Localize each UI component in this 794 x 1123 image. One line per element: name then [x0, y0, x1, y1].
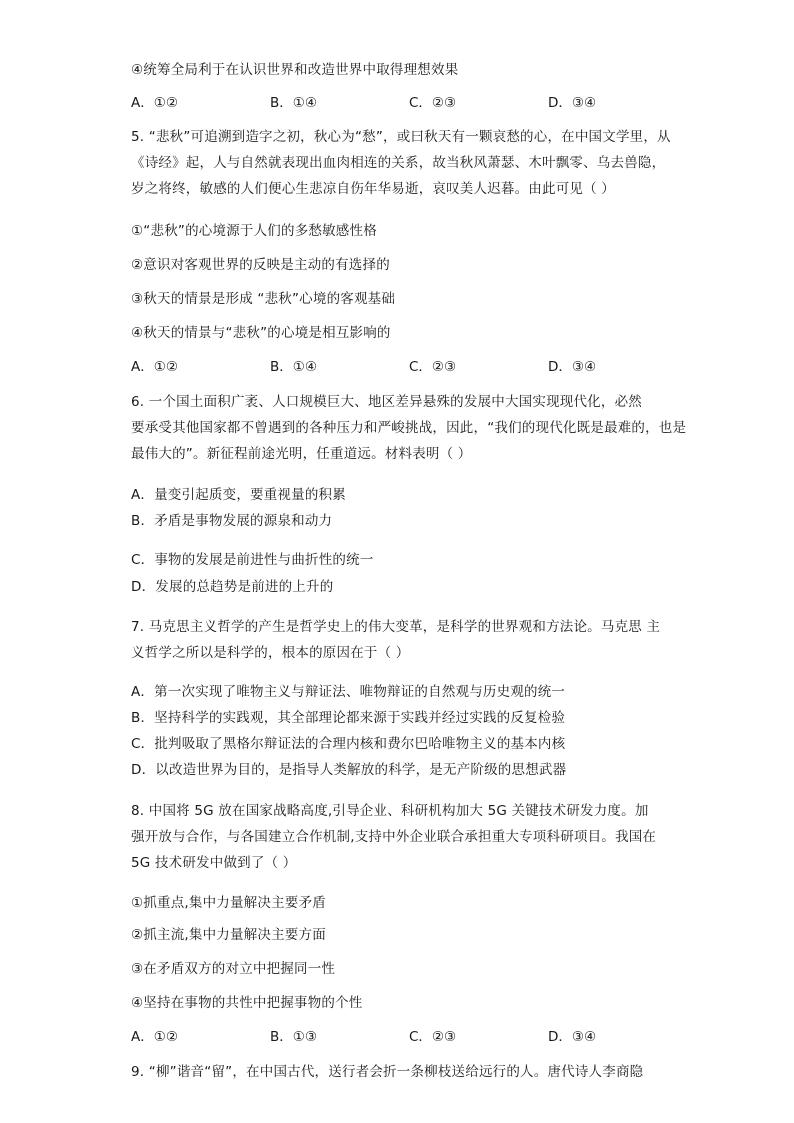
option-a: A．①② [131, 359, 178, 375]
q4-statement-4: ④统筹全局利于在认识世界和改造世界中取得理想效果 [131, 62, 459, 78]
option-d: D．③④ [548, 359, 597, 375]
q5-stem-line-1: 5. “悲秋”可追溯到造字之初，秋心为“愁”，或曰秋天有一颗哀愁的心，在中国文学里，从 [131, 129, 671, 145]
q5-statement-4: ④秋天的情景与“悲秋”的心境是相互影响的 [131, 325, 391, 341]
option-b: B．①④ [270, 95, 317, 111]
option-b: B．①③ [270, 1029, 317, 1045]
q7-option-b: B．坚持科学的实践观，其全部理论都来源于实践并经过实践的反复检验 [131, 710, 566, 726]
q6-stem-line-1: 6. 一个国土面积广袤、人口规模巨大、地区差异悬殊的发展中大国实现现代化，必然 [131, 394, 642, 410]
q5-statement-3: ③秋天的情景是形成 “悲秋”心境的客观基础 [131, 291, 396, 307]
option-c: C．②③ [409, 1029, 457, 1045]
q5-stem-line-2: 《诗经》起，人与自然就表现出血肉相连的关系，故当秋风萧瑟、木叶飘零、乌去兽隐， [131, 155, 666, 171]
q6-stem-line-3: 最伟大的”。新征程前途光明，任重道远。材料表明（ ） [131, 446, 472, 462]
q9-stem-line-1: 9. “柳”谐音“留”，在中国古代，送行者会折一条柳枝送给远行的人。唐代诗人李商隐 [131, 1064, 644, 1080]
q8-stem-line-2: 强开放与合作，与各国建立合作机制,支持中外企业联合承担重大专项科研项目。我国在 [131, 829, 657, 845]
q8-options [131, 1027, 671, 1047]
option-a: A．①② [131, 95, 178, 111]
q6-option-b: B．矛盾是事物发展的源泉和动力 [131, 513, 333, 529]
option-b: B．①④ [270, 359, 317, 375]
q7-option-c: C．批判吸取了黑格尔辩证法的合理内核和费尔巴哈唯物主义的基本内核 [131, 736, 566, 752]
q8-statement-2: ②抓主流,集中力量解决主要方面 [131, 927, 326, 943]
q7-stem-line-1: 7. 马克思主义哲学的产生是哲学史上的伟大变革，是科学的世界观和方法论。马克思 主 [131, 619, 661, 635]
q8-statement-1: ①抓重点,集中力量解决主要矛盾 [131, 895, 326, 911]
q8-statement-3: ③在矛盾双方的对立中把握同一性 [131, 961, 336, 977]
q7-option-d: D．以改造世界为目的，是指导人类解放的科学，是无产阶级的思想武器 [131, 762, 567, 778]
q8-stem-line-3: 5G 技术研发中做到了（ ） [131, 855, 297, 871]
option-d: D．③④ [548, 1029, 597, 1045]
q7-stem-line-2: 义哲学之所以是科学的，根本的原因在于（ ） [131, 645, 410, 661]
q6-option-a: A．量变引起质变，要重视量的积累 [131, 487, 346, 503]
q5-statement-2: ②意识对客观世界的反映是主动的有选择的 [131, 257, 390, 273]
q6-option-d: D．发展的总趋势是前进的上升的 [131, 579, 334, 595]
q7-option-a: A．第一次实现了唯物主义与辩证法、唯物辩证的自然观与历史观的统一 [131, 684, 566, 700]
q5-stem-line-3: 岁之将终，敏感的人们便心生悲凉自伤年华易逝，哀叹美人迟暮。由此可见（ ） [131, 181, 615, 197]
option-d: D．③④ [548, 95, 597, 111]
q8-stem-line-1: 8. 中国将 5G 放在国家战略高度,引导企业、科研机构加大 5G 关键技术研发力度。加 [131, 803, 649, 819]
q6-option-c: C．事物的发展是前进性与曲折性的统一 [131, 552, 374, 568]
q4-options [131, 93, 671, 113]
q6-stem-line-2: 要承受其他国家都不曾遇到的各种压力和严峻挑战，因此，“我们的现代化既是最难的，也是 [131, 420, 687, 436]
q5-statement-1: ①“悲秋”的心境源于人们的多愁敏感性格 [131, 223, 377, 239]
q5-options [131, 357, 671, 377]
q8-statement-4: ④坚持在事物的共性中把握事物的个性 [131, 995, 363, 1011]
option-a: A．①② [131, 1029, 178, 1045]
option-c: C．②③ [409, 95, 457, 111]
option-c: C．②③ [409, 359, 457, 375]
